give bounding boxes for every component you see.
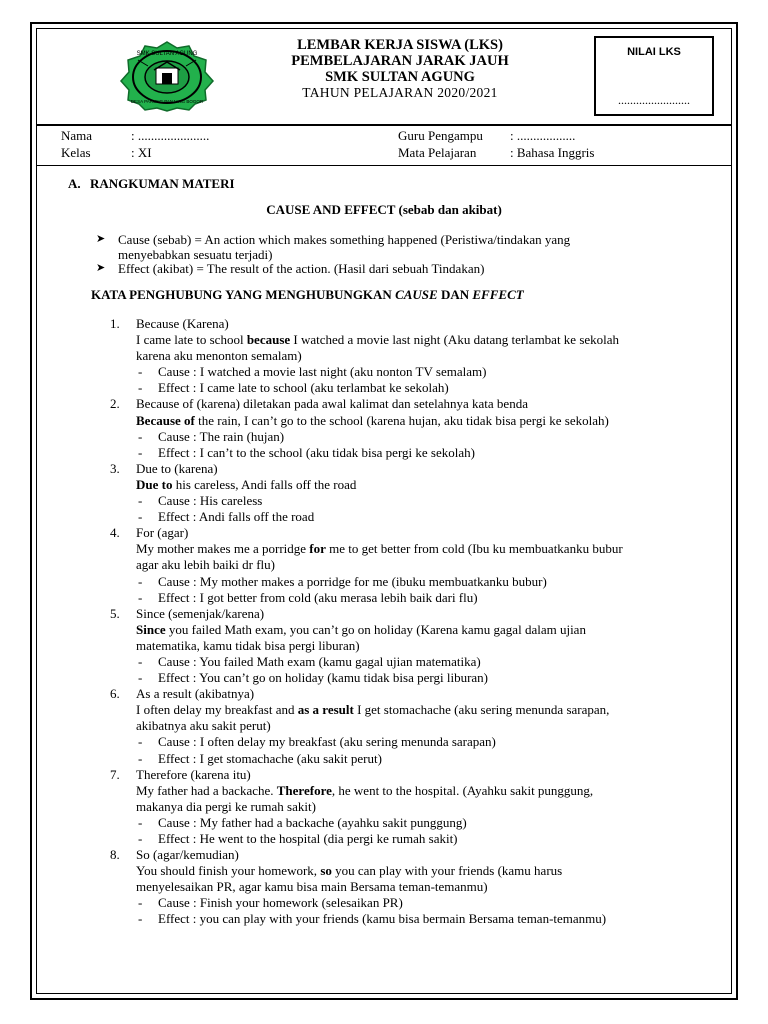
connector-list: [110, 316, 710, 928]
effect-text: Effect : I came late to school (aku terlambat ke sekolah): [158, 380, 449, 396]
example-text: his careless, Andi falls off the road: [172, 476, 357, 492]
item-example: [136, 783, 710, 799]
item-title: For (agar): [136, 525, 189, 541]
topic-title-main: CAUSE AND EFFECT: [266, 202, 396, 217]
nama-label: Nama: [61, 128, 93, 143]
example-text: , he went to the hospital. (Ayahku sakit punggung,: [331, 782, 594, 798]
header-title-2: PEMBELAJARAN JARAK JAUH: [291, 53, 509, 69]
item-title: Because of (karena) diletakan pada awal kalimat dan setelahnya kata benda: [136, 396, 528, 412]
logo-top-text: SMK SULTAN AGUNG: [136, 51, 198, 57]
cause-text: Cause : I often delay my breakfast (aku sering menunda sarapan): [158, 734, 496, 750]
item-example: [136, 702, 710, 718]
mapel-value: : Bahasa Inggris: [510, 145, 595, 160]
item-number: 5.: [110, 605, 120, 621]
list-item: [110, 767, 710, 847]
item-cause: - Cause : Finish your homework (selesaikan PR): [138, 895, 403, 911]
example-text: My mother makes me a porridge: [136, 541, 310, 557]
item-example-cont: akibatnya aku sakit perut): [136, 718, 271, 734]
example-keyword: Therefore: [276, 782, 332, 798]
item-effect: - Effect : I can’t to the school (aku tidak bisa pergi ke sekolah): [138, 444, 475, 460]
item-effect: - Effect : You can’t go on holiday (kamu tidak bisa pergi liburan): [138, 670, 488, 686]
item-title: As a result (akibatnya): [136, 686, 255, 702]
item-title: Due to (karena): [136, 460, 218, 476]
header-school-year: TAHUN PELAJARAN 2020/2021: [302, 85, 498, 100]
section-title: RANGKUMAN MATERI: [90, 176, 235, 191]
nilai-lks-label: NILAI LKS: [627, 46, 681, 58]
document-header: [230, 37, 570, 101]
cause-text: Cause : You failed Math exam (kamu gagal ujian matematika): [158, 653, 481, 669]
guru-label: Guru Pengampu: [398, 128, 483, 143]
cause-text: Cause : I watched a movie last night (aku nonton TV semalam): [158, 364, 487, 380]
item-example-cont: makanya dia pergi ke rumah sakit): [136, 798, 316, 814]
example-keyword: because: [246, 332, 291, 348]
connector-heading-dan: DAN: [437, 287, 473, 302]
connector-heading-cause: CAUSE: [395, 287, 438, 302]
connector-heading: [91, 287, 524, 303]
bullet-cause: [96, 232, 696, 262]
list-item: [110, 686, 710, 766]
item-effect: - Effect : I get stomachache (aku sakit perut): [138, 750, 382, 766]
topic-title-sub: (sebab dan akibat): [398, 202, 502, 217]
connector-heading-effect: EFFECT: [472, 287, 524, 302]
example-text: me to get better from cold (Ibu ku membuatkanku bubur: [325, 541, 623, 557]
item-example: [136, 541, 710, 557]
item-number: 7.: [110, 766, 120, 782]
example-text: I watched a movie last night (Aku datang terlambat ke sekolah: [290, 332, 620, 348]
info-divider: [36, 165, 732, 166]
bullet-effect: [96, 261, 696, 277]
nilai-lks-field[interactable]: ........................: [618, 93, 690, 107]
effect-text: Effect : Andi falls off the road: [158, 509, 315, 525]
item-cause: - Cause : His careless: [138, 493, 263, 509]
item-number: 1.: [110, 316, 120, 331]
connector-heading-text: KATA PENGHUBUNG YANG MENGHUBUNGKAN: [91, 287, 396, 302]
item-title: Because (Karena): [136, 316, 229, 331]
item-title: So (agar/kemudian): [136, 847, 239, 863]
item-effect: - Effect : He went to the hospital (dia pergi ke rumah sakit): [138, 831, 458, 846]
effect-text: Effect : You can’t go on holiday (kamu tidak bisa pergi liburan): [158, 670, 488, 686]
item-effect: - Effect : I came late to school (aku terlambat ke sekolah): [138, 380, 449, 396]
example-text: My father had a backache.: [136, 782, 277, 798]
item-example: [136, 622, 710, 638]
example-keyword: for: [309, 541, 326, 557]
item-example-cont: karena aku menonton semalam): [136, 348, 302, 364]
header-school-name: SMK SULTAN AGUNG: [325, 69, 475, 85]
bullet-cause-line1: Cause (sebab) = An action which makes something happened (Peristiwa/tindakan yang: [118, 232, 571, 247]
list-item: [110, 316, 710, 396]
list-item: [110, 461, 710, 525]
effect-text: Effect : I got better from cold (aku merasa lebih baik dari flu): [158, 589, 478, 605]
item-title: Since (semenjak/karena): [136, 605, 265, 621]
item-cause: - Cause : The rain (hujan): [138, 428, 285, 444]
section-heading: [68, 176, 235, 192]
guru-field[interactable]: : ..................: [510, 128, 576, 143]
bullet-effect-text: Effect (akibat) = The result of the action. (Hasil dari sebuah Tindakan): [118, 261, 485, 276]
list-item: [110, 847, 710, 927]
topic-title: [0, 202, 768, 218]
item-cause: - Cause : I watched a movie last night (aku nonton TV semalam): [138, 364, 487, 380]
item-example: [136, 863, 710, 879]
item-number: 8.: [110, 847, 120, 863]
effect-text: Effect : He went to the hospital (dia pergi ke rumah sakit): [158, 831, 458, 846]
cause-text: Cause : My mother makes a porridge for me (ibuku membuatkanku bubur): [158, 573, 547, 589]
item-effect: - Effect : Andi falls off the road: [138, 509, 315, 525]
example-text: I came late to school: [136, 332, 247, 348]
example-keyword: Since: [136, 621, 166, 637]
item-number: 3.: [110, 460, 120, 476]
mapel-label: Mata Pelajaran: [398, 145, 477, 160]
kelas-value: : XI: [131, 145, 152, 160]
item-number: 4.: [110, 525, 120, 541]
item-example: [136, 332, 710, 348]
effect-text: Effect : I get stomachache (aku sakit perut): [158, 750, 382, 766]
example-text: I often delay my breakfast and: [136, 702, 298, 718]
nama-field[interactable]: : ......................: [131, 128, 210, 143]
bullet-cause-line2: menyebabkan sesuatu terjadi): [118, 247, 273, 262]
item-example-cont: agar aku lebih baiki dr flu): [136, 557, 275, 573]
cause-text: Cause : His careless: [158, 493, 263, 509]
example-text: the rain, I can’t go to the school (karena hujan, aku tidak bisa pergi ke sekolah): [194, 412, 609, 428]
arrow-bullet-icon: ➤: [96, 233, 106, 245]
example-text: You should finish your homework,: [136, 863, 321, 879]
example-text: I get stomachache (aku sering menunda sarapan,: [353, 702, 610, 718]
kelas-label: Kelas: [61, 145, 91, 160]
list-item: [110, 396, 710, 460]
effect-text: Effect : you can play with your friends (kamu bisa bermain Bersama teman-temanmu): [158, 911, 607, 927]
item-cause: - Cause : My mother makes a porridge for me (ibuku membuatkanku bubur): [138, 573, 547, 589]
item-example: [136, 413, 710, 429]
header-title-1: LEMBAR KERJA SISWA (LKS): [297, 37, 503, 53]
item-cause: - Cause : My father had a backache (ayahku sakit punggung): [138, 814, 467, 830]
item-number: 2.: [110, 396, 120, 412]
list-item: [110, 606, 710, 686]
cause-text: Cause : My father had a backache (ayahku sakit punggung): [158, 814, 467, 830]
nilai-lks-box: [594, 36, 714, 116]
cause-text: Cause : The rain (hujan): [158, 428, 285, 444]
list-item: [110, 525, 710, 605]
effect-text: Effect : I can’t to the school (aku tidak bisa pergi ke sekolah): [158, 444, 475, 460]
logo-bottom-text: DESA PARUNG PANJANG BOGOR: [130, 99, 204, 104]
item-example-cont: menyelesaikan PR, agar kamu bisa main Bersama teman-temanmu): [136, 879, 488, 895]
cause-text: Cause : Finish your homework (selesaikan PR): [158, 895, 403, 911]
example-keyword: Due to: [136, 476, 173, 492]
arrow-bullet-icon: ➤: [96, 262, 106, 274]
item-title: Therefore (karena itu): [136, 766, 251, 782]
item-effect: - Effect : you can play with your friends (kamu bisa bermain Bersama teman-temanmu): [138, 911, 607, 927]
item-number: 6.: [110, 686, 120, 702]
school-logo: [118, 40, 216, 112]
example-keyword: as a result: [297, 702, 354, 718]
header-divider: [36, 124, 732, 126]
example-keyword: Because of: [136, 412, 195, 428]
item-effect: - Effect : I got better from cold (aku merasa lebih baik dari flu): [138, 589, 478, 605]
item-cause: - Cause : I often delay my breakfast (aku sering menunda sarapan): [138, 734, 496, 750]
example-text: you can play with your friends (kamu harus: [331, 863, 563, 879]
example-text: you failed Math exam, you can’t go on holiday (Karena kamu gagal dalam ujian: [165, 621, 586, 637]
item-example: [136, 477, 710, 493]
example-keyword: so: [320, 863, 332, 879]
item-example-cont: matematika, kamu tidak bisa pergi liburan): [136, 637, 360, 653]
item-cause: - Cause : You failed Math exam (kamu gagal ujian matematika): [138, 653, 481, 669]
section-letter: A.: [68, 176, 81, 191]
